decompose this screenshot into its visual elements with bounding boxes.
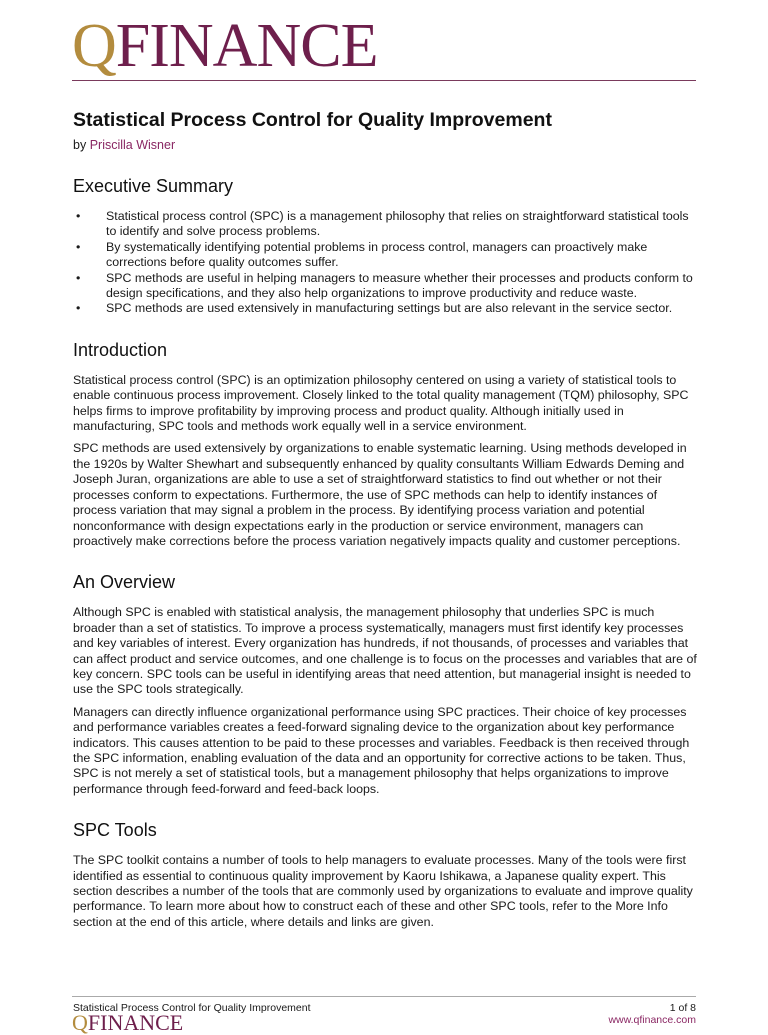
executive-summary-list [73,209,697,317]
byline [73,137,697,153]
footer-divider [72,996,696,997]
overview-heading: An Overview [73,572,176,593]
overview-paragraph: Managers can directly influence organizational performance using SPC practices. Their choice of key processes and performance variables creates a feed-forward signaling device to the organization about key performance indicators. This causes attention to be paid to these processes and variables. Feedback is then received through the SPC information, enabling evaluation of the data and an opportunity for corrective actions to be taken. Thus, SPC is not merely a set of statistical tools, but a management philosophy that helps organizations to improve performance through feed-forward and feed-back loops. [73,704,690,796]
spc-tools-heading: SPC Tools [73,820,157,841]
list-item-text: SPC methods are useful in helping managers to measure whether their processes and products conform to design specifications, and they also help organizations to improve productivity and reduce waste. [106,270,693,301]
introduction-paragraph: Statistical process control (SPC) is an optimization philosophy centered on using a variety of statistical tools to enable continuous process improvement. Closely linked to the total quality management (TQM) philosophy, SPC helps firms to improve profitability by improving process and product quality. Although initially used in manufacturing, SPC tools and methods work equally well in a service environment. [73,372,689,434]
list-item-text: Statistical process control (SPC) is a management philosophy that relies on straightforward statistical tools to identify and solve process problems. [106,209,689,239]
list-item-text: SPC methods are used extensively in manufacturing settings but are also relevant in the service sector. [106,301,673,316]
footer-url-link[interactable]: www.qfinance.com [608,1014,696,1026]
spc-tools-paragraph: The SPC toolkit contains a number of tools to help managers to evaluate processes. Many of the tools were first identified as essential to continuous quality improvement by Kaoru Ishikawa, a Japanese quality expert. This section describes a number of the tools that are commonly used by organizations to evaluate and improve quality performance. To learn more about how to construct each of these and other SPC tools, refer to the More Info section at the end of this article, where details and links are given. [73,853,693,929]
bullet-icon: • [76,239,81,254]
executive-summary-heading: Executive Summary [73,176,234,196]
qfinance-logo[interactable] [72,14,377,78]
footer-logo-finance: FINANCE [87,1010,184,1035]
list-item [73,209,697,240]
list-item-text: By systematically identifying potential problems in process control, managers can proactively make corrections before quality outcomes suffer. [106,239,648,270]
byline-prefix: by [73,138,87,152]
overview-paragraph: Although SPC is enabled with statistical analysis, the management philosophy that underlies SPC is much broader than a set of statistics. To improve a process systematically, managers must first identify key processes and key variables of interest. Every organization has hundreds, if not thousands, of processes and variables that can affect product and service outcomes, and one challenge is to focus on the processes and variables that are of key concern. SPC tools can be useful in identifying areas that need attention, but managerial insight is needed to use the SPC tools strategically. [73,605,697,697]
bullet-icon: • [76,270,81,285]
footer-logo [72,1012,183,1034]
author-link[interactable]: Priscilla Wisner [89,138,176,152]
logo-finance: FINANCE [115,12,378,80]
bullet-icon: • [76,209,81,223]
introduction-paragraph: SPC methods are used extensively by organizations to enable systematic learning. Using methods developed in the 1920s by Walter Shewhart and subsequently enhanced by quality consultants William Edwards Deming and Joseph Juran, organizations are able to use a set of straightforward statistics to find out whether or not their processes conform to expectations. Furthermore, the use of SPC methods can help to identify instances of process variation that may signal a problem in the process. By identifying process variation and potential nonconformance with design expectations early in the production or service environment, managers can proactively make corrections before the process variation negatively impacts quality and customer perceptions. [73,441,687,548]
article-title: Statistical Process Control for Quality Improvement [73,109,552,131]
header-divider [72,80,696,81]
bullet-icon: • [76,301,81,316]
list-item [73,301,697,316]
introduction-heading: Introduction [73,339,168,360]
list-item [73,240,697,271]
page-number: 1 of 8 [669,1002,696,1014]
logo-q: Q [72,12,116,80]
article-body [73,108,697,937]
footer-title: Statistical Process Control for Quality Improvement [73,1002,311,1014]
list-item [73,271,697,302]
footer-logo-q: Q [72,1010,88,1035]
